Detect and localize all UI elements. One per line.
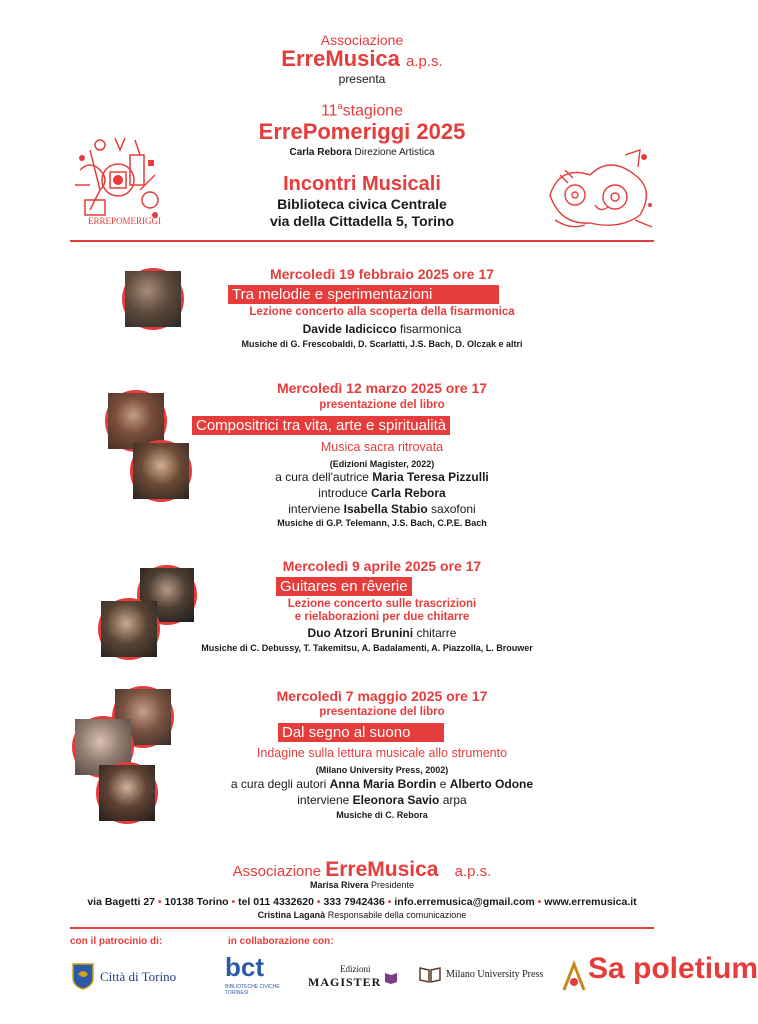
event4-title-box [278,723,444,742]
event1-title-box [228,285,499,304]
event2-line3-role: saxofoni [431,502,476,516]
event3-title-box [276,577,412,596]
president-name: Marisa Rivera [309,880,369,890]
header-assoc-name [0,46,724,72]
event2-line1-pre: a cura dell'autrice [275,470,369,484]
season-title: ErrePomeriggi 2025 [258,119,466,144]
header-divider [70,240,654,242]
footer-divider [70,927,654,929]
event4-music: Musiche di C. Rebora [336,810,428,820]
sapoletium-logo [562,952,758,1000]
comm-name: Cristina Laganà [257,910,326,920]
bct-logo [225,952,295,1002]
magister-logo [308,964,398,998]
mup-logo [418,966,543,990]
patronage-label: con il patrocinio di: [70,936,163,947]
event4-line1-name-b: Alberto Odone [449,777,534,791]
event2-line3-pre: interviene [288,502,341,516]
separator-dot: • [387,896,392,908]
footer-assoc-name: ErreMusica [325,858,439,881]
header-assoc-name-text: ErreMusica [281,46,400,71]
presenta-text: presenta [338,72,386,86]
footer-assoc-prefix: Associazione [232,863,322,880]
event3-subtitle2: e rielaborazioni per due chitarre [294,611,470,623]
header-assoc-prefix: Associazione [320,32,404,48]
series-title: Incontri Musicali [283,173,441,195]
director-role: Direzione Artistica [354,147,435,158]
sapoletium-text: Sa poletium [588,952,758,985]
event4-line2-name: Eleonora Savio [352,793,440,807]
footer-assoc [0,858,724,882]
mup-text: Milano University Press [446,969,544,980]
event2-music: Musiche di G.P. Telemann, J.S. Bach, C.P.E. Bach [277,518,487,528]
contacts-line [0,896,724,908]
footer-assoc-suffix: a.p.s. [454,863,492,880]
event3-performer-name: Duo Atzori Brunini [307,626,414,640]
contact-cap: 10138 Torino [164,896,229,908]
season-word: stagione [342,102,404,120]
event2-line2 [0,486,724,500]
event3-performer-role: chitarre [416,626,457,640]
event3-music: Musiche di C. Debussy, T. Takemitsu, A. Badalamenti, A. Piazzolla, L. Brouwer [201,643,533,653]
event2-publisher: (Edizioni Magister, 2022) [329,459,435,469]
torino-crest-icon [70,960,96,990]
venue-address: via della Cittadella 5, Torino [269,213,455,229]
event2-line2-pre: introduce [318,486,368,500]
contact-address: via Bagetti 27 [87,896,156,908]
event1-title: Tra melodie e sperimentazioni [228,285,499,304]
event2-line1 [0,470,724,484]
mup-book-icon [418,966,442,984]
separator-dot: • [231,896,236,908]
event2-line3-name: Isabella Stabio [343,502,428,516]
event4-date: Mercoledì 7 maggio 2025 ore 17 [276,688,488,704]
president-role: Presidente [371,880,415,890]
event4-publisher: (Milano University Press, 2002) [315,765,449,775]
communication-manager [0,910,724,920]
bct-mark: bct [225,952,264,982]
event2-subtitle: Musica sacra ritrovata [320,440,444,454]
event3-performer [0,626,724,640]
event4-subtitle: Indagine sulla lettura musicale allo strumento [256,746,508,760]
event4-line1 [0,777,724,791]
contact-mobile: 333 7942436 [323,896,385,908]
event2-line2-name: Carla Rebora [371,486,446,500]
magister-name: MAGISTER [308,975,382,989]
errepomeriggi-logo-text: ERREPOMERIGGI [88,216,162,226]
event3-date: Mercoledì 9 aprile 2025 ore 17 [282,558,482,574]
event1-performer-name: Davide Iadicicco [302,322,397,336]
event1-date: Mercoledì 19 febbraio 2025 ore 17 [269,266,495,282]
event4-line1-name-a: Anna Maria Bordin [329,777,437,791]
event2-kicker: presentazione del libro [319,399,445,411]
event4-line1-pre: a cura degli autori [230,777,327,791]
torino-logo-text: Città di Torino [100,969,177,984]
president [0,880,724,890]
event4-line2-role: arpa [442,793,467,807]
event4-line2-pre: interviene [297,793,350,807]
header-assoc-suffix: a.p.s. [406,53,443,70]
event2-title: Compositrici tra vita, arte e spiritualità [192,416,450,435]
contact-tel: tel 011 4332620 [238,896,314,908]
event1-subtitle: Lezione concerto alla scoperta della fisarmonica [249,306,515,318]
magister-top: Edizioni [340,964,371,974]
season-num: 11 [320,102,338,120]
contact-web[interactable]: www.erremusica.it [544,896,637,908]
event4-kicker: presentazione del libro [319,706,445,718]
separator-dot: • [537,896,542,908]
event4-line1-and: e [439,777,447,791]
venue: Biblioteca civica Centrale [277,196,447,212]
separator-dot: • [157,896,162,908]
season-number [0,101,724,120]
sapoletium-mark-icon [562,962,586,992]
event3-subtitle1: Lezione concerto sulle trascrizioni [287,598,477,610]
event3-title: Guitares en rêverie [276,577,412,596]
event1-music: Musiche di G. Frescobaldi, D. Scarlatti, J.S. Bach, D. Olczak e altri [241,339,523,349]
event2-line3 [0,502,724,516]
season-sup: a [337,101,343,111]
director-name: Carla Rebora [289,147,352,158]
event4-title: Dal segno al suono [278,723,444,742]
collaboration-label: in collaborazione con: [228,936,334,947]
event1-performer-role: fisarmonica [400,322,462,336]
separator-dot: • [316,896,321,908]
event2-title-box [192,416,450,435]
torino-logo [70,960,190,994]
comm-role: Responsabile della comunicazione [327,910,467,920]
event4-line2 [0,793,724,807]
event2-line1-name: Maria Teresa Pizzulli [372,470,489,484]
contact-email[interactable]: info.erremusica@gmail.com [394,896,535,908]
event1-performer [0,322,724,336]
bct-subtitle: BIBLIOTECHE CIVICHE TORINESI [225,984,280,996]
event2-date: Mercoledì 12 marzo 2025 ore 17 [276,380,488,396]
magister-book-icon [384,970,398,984]
